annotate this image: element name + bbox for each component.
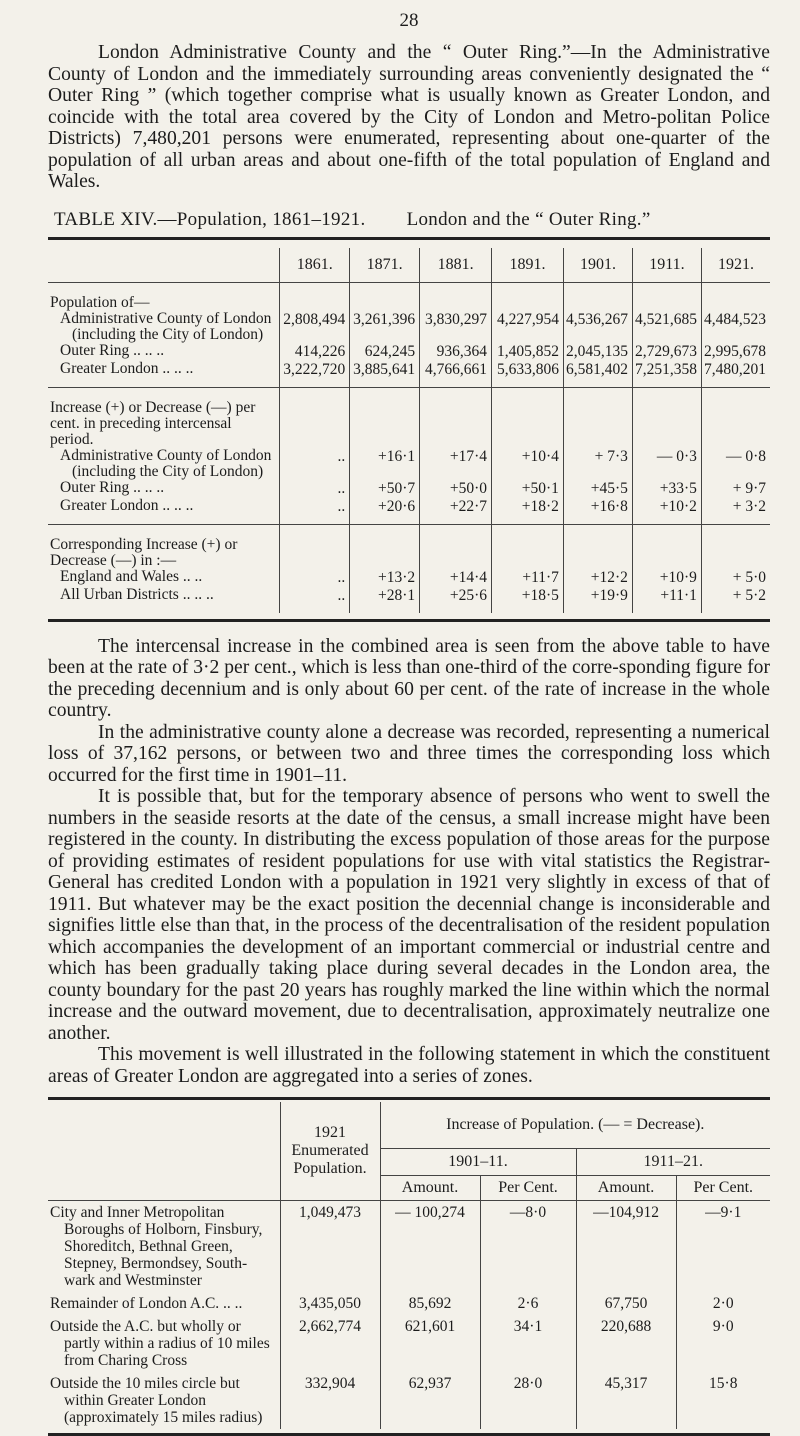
amount-cell: —104,912 bbox=[576, 1201, 676, 1293]
value-cell: 6,581,402 bbox=[563, 361, 632, 388]
amount-header: Amount. bbox=[380, 1176, 480, 1201]
empty-cell bbox=[632, 282, 701, 311]
table1-caption bbox=[54, 209, 770, 231]
zone-label-text: Outside the A.C. but wholly or partly within a radius of 10 miles from Charing Cross bbox=[50, 1318, 270, 1369]
zones-table bbox=[48, 1102, 770, 1429]
empty-cell bbox=[420, 282, 492, 311]
empty-cell bbox=[420, 524, 492, 569]
section-heading-row bbox=[48, 387, 770, 448]
population-cell: 2,662,774 bbox=[280, 1315, 380, 1372]
intro-paragraph: London Administrative County and the “ Outer Ring.”—In the Administrative County of London and the immediately surrounding areas conveniently designated the “ Outer Ring ” (which together comprise what is usually known as Greater London, and coincide with the total area covered by the City of London and Metro-politan Police Districts) 7,480,201 persons were enumerated, representing about one-quarter of the population of all urban areas and about one-fifth of the total population of England and Wales. bbox=[48, 42, 770, 192]
page bbox=[48, 10, 770, 1436]
value-cell: +20·6 bbox=[350, 498, 420, 525]
empty-cell bbox=[492, 387, 564, 448]
empty-cell bbox=[632, 387, 701, 448]
page-number: 28 bbox=[399, 10, 419, 31]
increase-header: Increase of Population. (— = Decrease). bbox=[380, 1102, 770, 1149]
empty-cell bbox=[350, 282, 420, 311]
row-label-text: Administrative County of London bbox=[60, 309, 272, 327]
population-table bbox=[48, 248, 770, 613]
row-sublabel: (including the City of London) bbox=[72, 325, 264, 343]
empty-cell bbox=[280, 387, 350, 448]
value-cell: 2,995,678 bbox=[701, 343, 770, 361]
year-header: 1891. bbox=[492, 248, 564, 283]
period-header: 1911–21. bbox=[576, 1149, 770, 1176]
value-cell: + 5·0 bbox=[701, 569, 770, 587]
empty-cell bbox=[701, 387, 770, 448]
value-cell: +11·7 bbox=[492, 569, 564, 587]
section-heading-row bbox=[48, 282, 770, 311]
empty-cell bbox=[420, 387, 492, 448]
row-label bbox=[48, 361, 280, 388]
empty-cell bbox=[701, 282, 770, 311]
value-cell: +10·4 bbox=[492, 448, 564, 480]
empty-cell bbox=[350, 387, 420, 448]
value-cell: 2,045,135 bbox=[563, 343, 632, 361]
paragraph: This movement is well illustrated in the following statement in which the constituent areas of Greater London are aggregated into a series of zones. bbox=[48, 1044, 770, 1087]
year-header: 1871. bbox=[350, 248, 420, 283]
year-header-row bbox=[48, 248, 770, 283]
value-cell: +16·1 bbox=[350, 448, 420, 480]
value-cell: 624,245 bbox=[350, 343, 420, 361]
value-cell: +18·2 bbox=[492, 498, 564, 525]
value-cell: +50·7 bbox=[350, 480, 420, 498]
table-row bbox=[48, 1292, 770, 1315]
percent-header: Per Cent. bbox=[480, 1176, 576, 1201]
amount-cell: — 100,274 bbox=[380, 1201, 480, 1293]
value-cell: .. bbox=[280, 569, 350, 587]
value-cell: + 3·2 bbox=[701, 498, 770, 525]
value-cell: +50·0 bbox=[420, 480, 492, 498]
amount-cell: 62,937 bbox=[380, 1372, 480, 1429]
value-cell: .. bbox=[280, 480, 350, 498]
amount-cell: 621,601 bbox=[380, 1315, 480, 1372]
row-sublabel: (including the City of London) bbox=[72, 462, 264, 480]
zones-header-blank bbox=[48, 1102, 280, 1201]
table-row bbox=[48, 480, 770, 498]
table-row bbox=[48, 1201, 770, 1293]
zone-label bbox=[48, 1372, 280, 1429]
empty-cell bbox=[563, 282, 632, 311]
year-header: 1921. bbox=[701, 248, 770, 283]
value-cell: 3,261,396 bbox=[350, 311, 420, 343]
value-cell: 1,405,852 bbox=[492, 343, 564, 361]
empty-cell bbox=[350, 524, 420, 569]
table-row bbox=[48, 498, 770, 525]
year-header: 1911. bbox=[632, 248, 701, 283]
amount-cell: 85,692 bbox=[380, 1292, 480, 1315]
year-header: 1901. bbox=[563, 248, 632, 283]
empty-cell bbox=[280, 282, 350, 311]
row-label bbox=[48, 498, 280, 525]
value-cell: 3,222,720 bbox=[280, 361, 350, 388]
value-cell: 7,251,358 bbox=[632, 361, 701, 388]
percent-cell: 2·0 bbox=[676, 1292, 770, 1315]
paragraph: In the administrative county alone a decrease was recorded, representing a numerical loss of 37,162 persons, or between two and three times the corresponding loss which occurred for the first time in 1901–11. bbox=[48, 721, 770, 786]
table1-top-rule bbox=[48, 237, 770, 240]
population-cell: 332,904 bbox=[280, 1372, 380, 1429]
value-cell: +14·4 bbox=[420, 569, 492, 587]
amount-header: Amount. bbox=[576, 1176, 676, 1201]
section-heading: Population of— bbox=[48, 282, 280, 311]
zone-label bbox=[48, 1292, 280, 1315]
table1-caption-right: London and the “ Outer Ring.” bbox=[406, 208, 651, 230]
table-row bbox=[48, 587, 770, 613]
value-cell: .. bbox=[280, 498, 350, 525]
value-cell: +45·5 bbox=[563, 480, 632, 498]
amount-cell: 45,317 bbox=[576, 1372, 676, 1429]
section-heading: Increase (+) or Decrease (—) per cent. in preceding intercensal period. bbox=[48, 387, 280, 448]
value-cell: .. bbox=[280, 587, 350, 613]
value-cell: 3,830,297 bbox=[420, 311, 492, 343]
value-cell: +17·4 bbox=[420, 448, 492, 480]
value-cell: 2,808,494 bbox=[280, 311, 350, 343]
amount-cell: 220,688 bbox=[576, 1315, 676, 1372]
percent-header: Per Cent. bbox=[676, 1176, 770, 1201]
empty-cell bbox=[701, 524, 770, 569]
value-cell: 4,227,954 bbox=[492, 311, 564, 343]
empty-cell bbox=[280, 524, 350, 569]
value-cell: +10·9 bbox=[632, 569, 701, 587]
zone-label-text: City and Inner Metropolitan Boroughs of Holborn, Finsbury, Shoreditch, Bethnal Green, Stepney, Bermondsey, South-wark and Westminster bbox=[50, 1204, 263, 1289]
value-cell: +16·8 bbox=[563, 498, 632, 525]
percent-cell: 28·0 bbox=[480, 1372, 576, 1429]
percent-cell: 2·6 bbox=[480, 1292, 576, 1315]
table-row bbox=[48, 311, 770, 343]
empty-cell bbox=[632, 524, 701, 569]
value-cell: 5,633,806 bbox=[492, 361, 564, 388]
row-label-text: Administrative County of London bbox=[60, 446, 272, 464]
value-cell: +18·5 bbox=[492, 587, 564, 613]
year-header-blank bbox=[48, 248, 280, 283]
row-label bbox=[48, 343, 280, 361]
population-cell: 3,435,050 bbox=[280, 1292, 380, 1315]
value-cell: +50·1 bbox=[492, 480, 564, 498]
row-label-text: Outer Ring .. .. .. bbox=[60, 478, 165, 496]
value-cell: 3,885,641 bbox=[350, 361, 420, 388]
value-cell: — 0·3 bbox=[632, 448, 701, 480]
value-cell: +13·2 bbox=[350, 569, 420, 587]
year-header: 1881. bbox=[420, 248, 492, 283]
table-row bbox=[48, 361, 770, 388]
year-header: 1861. bbox=[280, 248, 350, 283]
row-label-text: Greater London .. .. .. bbox=[60, 359, 194, 377]
percent-cell: —8·0 bbox=[480, 1201, 576, 1293]
zones-header-row bbox=[48, 1102, 770, 1149]
zone-label-text: Outside the 10 miles circle but within Greater London (approximately 15 miles radius) bbox=[50, 1375, 263, 1426]
value-cell: +28·1 bbox=[350, 587, 420, 613]
enumerated-header: 1921 Enumerated Population. bbox=[280, 1102, 380, 1201]
value-cell: 414,226 bbox=[280, 343, 350, 361]
value-cell: +22·7 bbox=[420, 498, 492, 525]
value-cell: +25·6 bbox=[420, 587, 492, 613]
value-cell: +12·2 bbox=[563, 569, 632, 587]
section-heading: Corresponding Increase (+) or Decrease (—) in :— bbox=[48, 524, 280, 569]
table-row bbox=[48, 569, 770, 587]
table1-caption-left: TABLE XIV.—Population, 1861–1921. bbox=[54, 208, 366, 230]
value-cell: 2,729,673 bbox=[632, 343, 701, 361]
row-label-text: Outer Ring .. .. .. bbox=[60, 341, 165, 359]
empty-cell bbox=[563, 387, 632, 448]
zone-label bbox=[48, 1201, 280, 1293]
amount-cell: 67,750 bbox=[576, 1292, 676, 1315]
value-cell: — 0·8 bbox=[701, 448, 770, 480]
table-row bbox=[48, 1315, 770, 1372]
value-cell: + 7·3 bbox=[563, 448, 632, 480]
percent-cell: 34·1 bbox=[480, 1315, 576, 1372]
value-cell: +11·1 bbox=[632, 587, 701, 613]
paragraph: It is possible that, but for the temporary absence of persons who went to swell the numbers in the seaside resorts at the date of the census, a small increase might have been registered in the county. In distributing the excess population of those areas for the purpose of providing estimates of resident populations for use with vital statistics the Registrar-General has credited London with a population in 1921 very slightly in excess of that of 1911. But whatever may be the exact position the decennial change is inconsiderable and signifies little else than that, in the process of the decentralisation of the resident population which accompanies the development of an important commercial or industrial centre and which has been gradually taking place during several decades in the London area, the county boundary for the past 20 years has roughly marked the line within which the normal increase and the outward movement, due to decentralisation, approximately neutralize one another. bbox=[48, 786, 770, 1044]
zone-label-text: Remainder of London A.C. .. .. bbox=[50, 1295, 243, 1312]
row-label bbox=[48, 587, 280, 613]
row-label bbox=[48, 569, 280, 587]
table2-top-rule bbox=[48, 1097, 770, 1100]
empty-cell bbox=[492, 282, 564, 311]
table-row bbox=[48, 448, 770, 480]
value-cell: + 5·2 bbox=[701, 587, 770, 613]
percent-cell: 9·0 bbox=[676, 1315, 770, 1372]
section-heading-row bbox=[48, 524, 770, 569]
value-cell: +19·9 bbox=[563, 587, 632, 613]
value-cell: + 9·7 bbox=[701, 480, 770, 498]
row-label bbox=[48, 480, 280, 498]
value-cell: 4,521,685 bbox=[632, 311, 701, 343]
table-row bbox=[48, 1372, 770, 1429]
value-cell: 4,766,661 bbox=[420, 361, 492, 388]
row-label-text: England and Wales .. .. bbox=[60, 567, 203, 585]
value-cell: 4,484,523 bbox=[701, 311, 770, 343]
value-cell: +10·2 bbox=[632, 498, 701, 525]
row-label bbox=[48, 448, 280, 480]
zone-label bbox=[48, 1315, 280, 1372]
population-cell: 1,049,473 bbox=[280, 1201, 380, 1293]
percent-cell: 15·8 bbox=[676, 1372, 770, 1429]
value-cell: 4,536,267 bbox=[563, 311, 632, 343]
row-label bbox=[48, 311, 280, 343]
period-header: 1901–11. bbox=[380, 1149, 576, 1176]
value-cell: +33·5 bbox=[632, 480, 701, 498]
value-cell: 7,480,201 bbox=[701, 361, 770, 388]
empty-cell bbox=[492, 524, 564, 569]
value-cell: .. bbox=[280, 448, 350, 480]
percent-cell: —9·1 bbox=[676, 1201, 770, 1293]
paragraph: The intercensal increase in the combined area is seen from the above table to have been at the rate of 3·2 per cent., which is less than one-third of the corre-sponding figure for the preceding decennium and is only about 60 per cent. of the rate of increase in the whole country. bbox=[48, 635, 770, 721]
table-row bbox=[48, 343, 770, 361]
value-cell: 936,364 bbox=[420, 343, 492, 361]
empty-cell bbox=[563, 524, 632, 569]
row-label-text: All Urban Districts .. .. .. bbox=[60, 585, 214, 603]
row-label-text: Greater London .. .. .. bbox=[60, 496, 194, 514]
